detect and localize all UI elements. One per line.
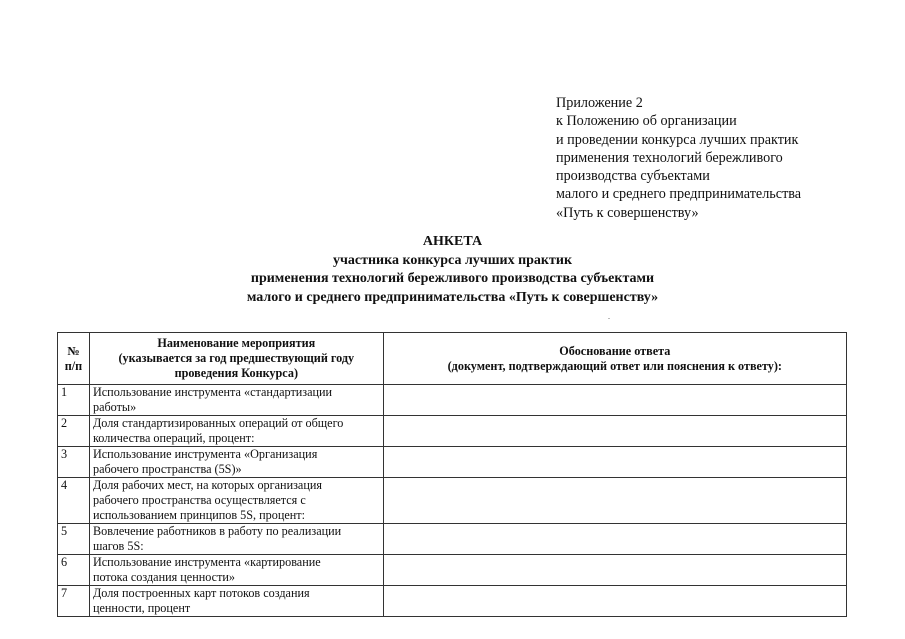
row-number: 1: [58, 385, 90, 416]
header-number-line: №: [67, 343, 80, 358]
title-line: малого и среднего предпринимательства «Путь к совершенству»: [246, 289, 659, 305]
row-number: 2: [58, 416, 90, 447]
row-answer-field[interactable]: [383, 524, 846, 555]
row-activity-line: Использование инструмента «стандартизации: [92, 385, 333, 399]
header-activity-line: проведения Конкурса): [174, 366, 299, 380]
row-number: 5: [58, 524, 90, 555]
table-row: [58, 385, 847, 416]
row-activity-line: Использование инструмента «Организация: [92, 447, 318, 461]
row-activity-line: рабочего пространства осуществляется с: [92, 493, 306, 507]
row-answer-field[interactable]: [383, 416, 846, 447]
row-activity: [89, 524, 383, 555]
row-activity: [89, 586, 383, 617]
row-number: 4: [58, 478, 90, 524]
document-title: [0, 233, 905, 307]
appendix-line: «Путь к совершенству»: [556, 204, 699, 221]
row-activity: [89, 555, 383, 586]
appendix-line: малого и среднего предпринимательства: [556, 186, 802, 203]
header-answer-line: Обоснование ответа: [559, 343, 671, 358]
row-activity-line: Доля стандартизированных операций от общего: [92, 416, 344, 430]
table-row: [58, 524, 847, 555]
title-line: участника конкурса лучших практик: [332, 252, 573, 268]
scan-speck: [608, 318, 610, 319]
table-row: [58, 447, 847, 478]
row-activity-line: рабочего пространства (5S)»: [92, 462, 242, 476]
table-row: [58, 586, 847, 617]
row-answer-field[interactable]: [383, 586, 846, 617]
appendix-line: Приложение 2: [556, 95, 643, 111]
row-number: 6: [58, 555, 90, 586]
table-row: [58, 555, 847, 586]
row-activity-line: использованием принципов 5S, процент:: [92, 508, 306, 522]
row-activity-line: Доля построенных карт потоков создания: [92, 586, 310, 600]
appendix-line: и проведении конкурса лучших практик: [556, 131, 799, 148]
table-header-row: [58, 333, 847, 385]
row-answer-field[interactable]: [383, 385, 846, 416]
header-answer-justification: [383, 333, 846, 385]
row-activity-line: Использование инструмента «картирование: [92, 555, 321, 569]
appendix-line: применения технологий бережливого: [556, 149, 783, 166]
row-answer-field[interactable]: [383, 555, 846, 586]
row-activity-line: Вовлечение работников в работу по реализации: [92, 524, 342, 538]
row-number: 3: [58, 447, 90, 478]
title-line: применения технологий бережливого производства субъектами: [250, 271, 655, 286]
row-number: 7: [58, 586, 90, 617]
appendix-note: [556, 94, 801, 222]
header-number-line: п/п: [64, 358, 83, 373]
row-answer-field[interactable]: [383, 447, 846, 478]
appendix-line: к Положению об организации: [556, 113, 737, 130]
header-number: [58, 333, 90, 385]
row-activity: [89, 447, 383, 478]
header-activity-line: Наименование мероприятия: [157, 336, 316, 350]
row-activity-line: шагов 5S:: [92, 539, 144, 553]
row-activity-line: ценности, процент: [92, 601, 191, 615]
row-activity: [89, 385, 383, 416]
row-activity: [89, 416, 383, 447]
row-activity-line: потока создания ценности»: [92, 570, 236, 584]
row-activity: [89, 478, 383, 524]
row-answer-field[interactable]: [383, 478, 846, 524]
appendix-line: производства субъектами: [556, 168, 710, 185]
table-row: [58, 416, 847, 447]
header-activity-name: [89, 333, 383, 385]
table-row: [58, 478, 847, 524]
row-activity-line: Доля рабочих мест, на которых организация: [92, 478, 322, 492]
title-line: АНКЕТА: [422, 234, 483, 249]
header-activity-line: (указывается за год предшествующий году: [118, 351, 355, 365]
header-answer-line: (документ, подтверждающий ответ или пояснения к ответу):: [447, 358, 782, 373]
row-activity-line: работы»: [92, 400, 137, 414]
questionnaire-table: [57, 332, 847, 617]
row-activity-line: количества операций, процент:: [92, 431, 255, 445]
